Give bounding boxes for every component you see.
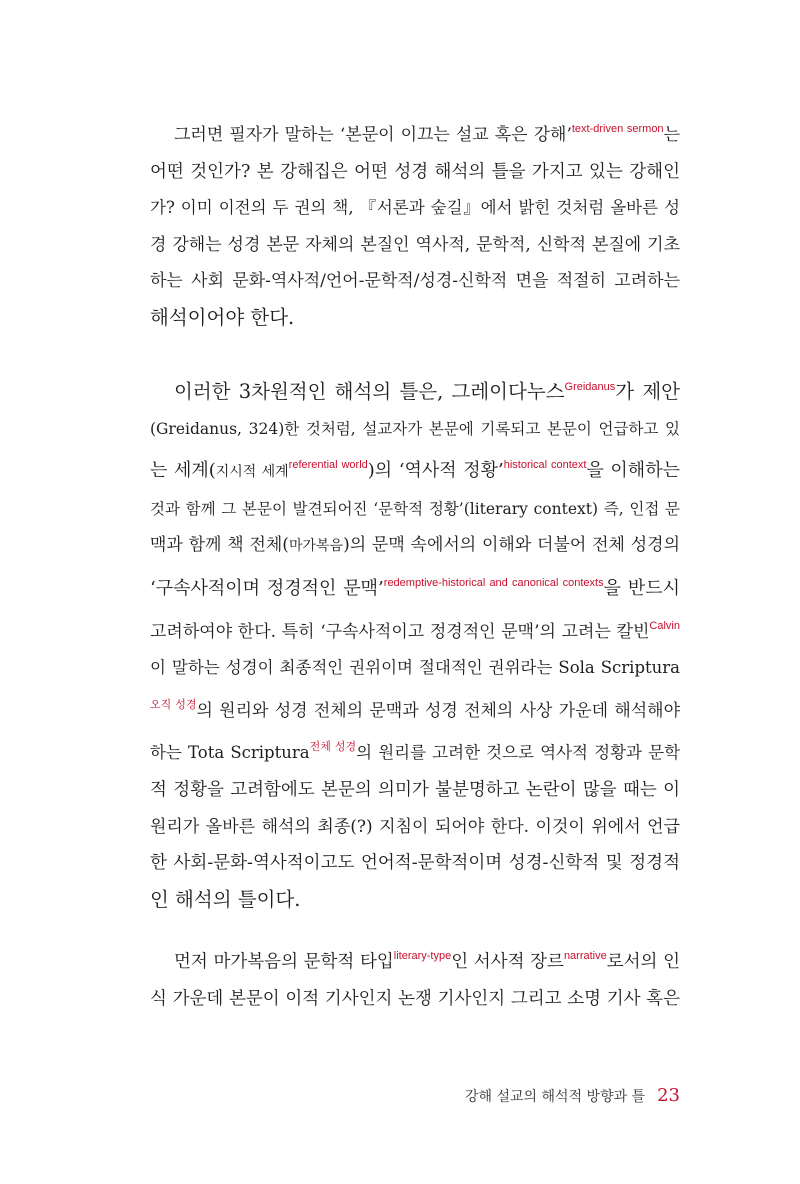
page-number: 23 (657, 1085, 680, 1106)
text-run: 그러면 필자가 말하는 ‘본문이 이끄는 설교 혹은 강해’ (174, 125, 572, 145)
gloss-text-driven-sermon: text-driven sermon (571, 123, 664, 135)
text-run: )의 문맥 속에서의 이해와 더불어 전체 성경의 (343, 535, 680, 556)
text-run: 로서의 인 (606, 952, 680, 972)
gloss-historical-context: historical context (503, 459, 587, 472)
text-run: 는 세계( (150, 460, 216, 482)
gloss-greidanus: Greidanus (564, 381, 616, 393)
paragraph-2 (150, 369, 680, 918)
text-run: 의 원리를 고려한 것으로 역사적 정황과 문학 (356, 743, 681, 763)
paragraph-2-line-10 (150, 729, 680, 772)
paragraph-1-line-4: 경 강해는 성경 본문 자체의 본질인 역사적, 문학적, 신학적 본질에 기초 (150, 234, 680, 255)
text-run-small: 지시적 세계 (215, 464, 289, 481)
gloss-redemptive-historical: redemptive-historical and canonical contexts (383, 576, 604, 589)
text-run: 을 반드시 (603, 577, 680, 599)
running-title: 강해 설교의 해석적 방향과 틀 (465, 1089, 646, 1105)
text-run: 는 (663, 125, 680, 145)
paragraph-3 (150, 938, 680, 1017)
paragraph-2-line-14: 인 해석의 틀이다. (150, 887, 301, 911)
paragraph-2-line-9 (150, 687, 680, 730)
paragraph-2-line-1 (150, 369, 680, 411)
text-run-small: 마가복음 (288, 538, 344, 555)
paragraph-2-line-5 (150, 527, 680, 565)
gloss-calvin: Calvin (649, 619, 680, 632)
paragraph-2-line-2: (Greidanus, 324)한 것처럼, 설교자가 본문에 기록되고 본문이 언급하고 있 (150, 419, 680, 438)
paragraph-2-line-13: 한 사회-문화-역사적이고도 언어적-문학적이며 성경-신학적 및 정경적 (150, 853, 680, 874)
text-run: 인 서사적 장르 (451, 952, 564, 972)
paragraph-1-line-1 (150, 111, 680, 154)
paragraph-2-line-8: 이 말하는 성경이 최종적인 권위이며 절대적인 권위라는 Sola Scriptura (150, 658, 680, 678)
paragraph-2-line-6 (150, 565, 680, 608)
paragraph-2-line-3 (150, 447, 680, 491)
gloss-tota-scriptura: 전체 성경 (309, 741, 357, 754)
text-run: 맥과 함께 책 전체( (150, 535, 289, 556)
paragraph-2-line-12: 원리가 올바른 해석의 최종(?) 지침이 되어야 한다. 이것이 위에서 언급 (150, 816, 680, 837)
page-footer (465, 1085, 680, 1106)
gloss-sola-scriptura: 오직 성경 (150, 698, 197, 711)
paragraph-2-line-7 (150, 608, 680, 651)
paragraph-1-line-3: 가? 이미 이전의 두 권의 책, 『서론과 숲길』에서 밝힌 것처럼 올바른 성 (150, 198, 680, 218)
text-run: 가 제안 (615, 380, 681, 403)
text-run: 하는 Tota Scriptura (150, 743, 310, 763)
text-run: 고려하여야 한다. 특히 ‘구속사적이고 정경적인 문맥’의 고려는 칼빈 (150, 621, 650, 642)
paragraph-3-line-1 (150, 938, 680, 981)
text-run: 이러한 3차원적인 해석의 틀은, 그레이다누스 (174, 380, 565, 403)
text-run: 의 원리와 성경 전체의 문맥과 성경 전체의 사상 가운데 해석해야 (196, 700, 681, 721)
gloss-narrative: narrative (563, 950, 607, 962)
text-run: 을 이해하는 (586, 460, 680, 482)
paragraph-1-line-6: 해석이어야 한다. (150, 305, 295, 329)
paragraph-3-line-2: 식 가운데 본문이 이적 기사인지 논쟁 기사인지 그리고 소명 기사 혹은 (150, 988, 680, 1009)
paragraph-1-line-2: 어떤 것인가? 본 강해집은 어떤 성경 해석의 틀을 가지고 있는 강해인 (150, 161, 680, 182)
text-run: 먼저 마가복음의 문학적 타입 (174, 952, 394, 972)
paragraph-2-line-4: 것과 함께 그 본문이 발견되어진 ‘문학적 정황’(literary context) 즉, 인접 문 (150, 499, 680, 518)
paragraph-2-line-11: 적 정황을 고려함에도 본문의 의미가 불분명하고 논란이 많을 때는 이 (150, 779, 680, 800)
text-run: )의 ‘역사적 정황’ (367, 460, 504, 482)
gloss-referential-world: referential world (288, 459, 368, 472)
gloss-literary-type: literary-type (393, 950, 452, 962)
text-run: ‘구속사적이며 정경적인 문맥’ (150, 577, 384, 599)
paragraph-1-line-5: 하는 사회 문화-역사적/언어-문학적/성경-신학적 면을 적절히 고려하는 (150, 271, 680, 292)
paragraph-1 (150, 111, 680, 337)
